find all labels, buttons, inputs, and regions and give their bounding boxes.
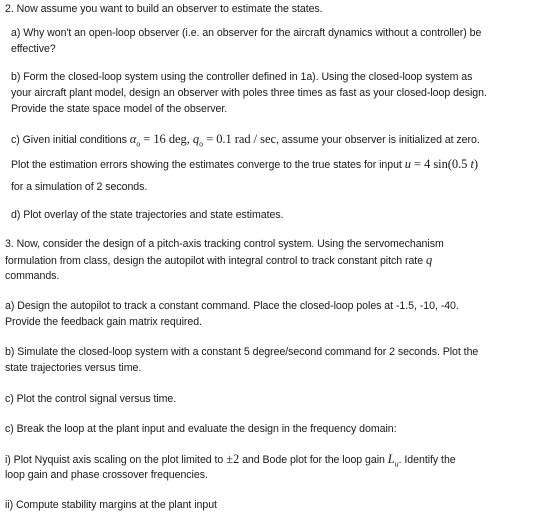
initial-conditions-math: $\alpha_o = 16$ deg, $q_o = 0.1$ rad / sec xyxy=(129,132,276,149)
q2c-line1-prefix: c) Given initial conditions xyxy=(11,134,127,146)
loop-gain-symbol: $L_u$ xyxy=(387,452,399,469)
q2c-line2 xyxy=(11,158,478,172)
q2b-line3: Provide the state space model of the observer. xyxy=(11,103,228,115)
q2c-line1-suffix: , assume your observer is initialized at zero. xyxy=(275,134,480,146)
q2a-line2: effective? xyxy=(11,43,56,55)
q3-intro-line3: commands. xyxy=(5,270,60,282)
q2c-line1 xyxy=(11,133,480,151)
pitch-rate-symbol: q xyxy=(425,253,433,267)
q2d-line1: d) Plot overlay of the state trajectories and state estimates. xyxy=(11,209,284,221)
q2c-line2-prefix: Plot the estimation errors showing the estimates converge to the true states for input xyxy=(11,159,402,171)
q2b-line2: your aircraft plant model, design an observer with poles three times as fast as your closed-loop design. xyxy=(11,87,487,99)
q3i-line1-suffix: . Identify the xyxy=(398,454,456,466)
nyquist-limit-math: ±2 xyxy=(226,452,240,466)
q3c2-line1: c) Break the loop at the plant input and evaluate the design in the frequency domain: xyxy=(5,423,397,435)
q2a-line1: a) Why won't an open-loop observer (i.e. an observer for the aircraft dynamics without a controller) be xyxy=(11,27,482,39)
q3i-line1 xyxy=(5,453,456,471)
q3-intro-line1: 3. Now, consider the design of a pitch-axis tracking control system. Using the servomechanism xyxy=(5,238,444,250)
q3ii-line1: ii) Compute stability margins at the plant input xyxy=(5,499,217,511)
q3a-line2: Provide the feedback gain matrix required. xyxy=(5,316,202,328)
q2b-line1: b) Form the closed-loop system using the controller defined in 1a). Using the closed-loop system as xyxy=(11,71,473,83)
q3i-line1-mid: and Bode plot for the loop gain xyxy=(242,454,385,466)
q3b-line2: state trajectories versus time. xyxy=(5,362,142,374)
q2-heading: 2. Now assume you want to build an observer to estimate the states. xyxy=(5,3,323,15)
q3-intro-line2 xyxy=(5,254,432,268)
q3c1-line1: c) Plot the control signal versus time. xyxy=(5,393,177,405)
q3b-line1: b) Simulate the closed-loop system with a constant 5 degree/second command for 2 seconds. Plot the xyxy=(5,346,479,358)
q3i-line2: loop gain and phase crossover frequencies. xyxy=(5,469,208,481)
input-signal-math: u = 4 sin(0.5 t) xyxy=(404,157,479,171)
q3a-line1: a) Design the autopilot to track a constant command. Place the closed-loop poles at -1.5, -10, -40. xyxy=(5,300,459,312)
q3-intro-line2-prefix: formulation from class, design the autopilot with integral control to track constant pitch rate xyxy=(5,255,424,267)
q3i-line1-prefix: i) Plot Nyquist axis scaling on the plot limited to xyxy=(5,454,224,466)
q2c-line3: for a simulation of 2 seconds. xyxy=(11,181,148,193)
